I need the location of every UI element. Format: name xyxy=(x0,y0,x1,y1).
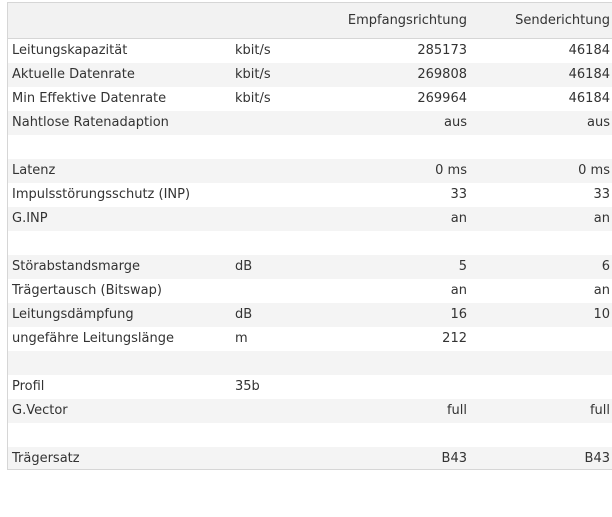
table-row xyxy=(8,159,612,183)
table-row xyxy=(8,63,612,87)
row-label: G.Vector xyxy=(12,403,68,418)
row-upstream-value: an xyxy=(593,283,610,298)
row-upstream-value: 46184 xyxy=(568,43,610,58)
header-upstream: Senderichtung xyxy=(515,13,610,28)
row-label: Störabstandsmarge xyxy=(12,259,140,274)
row-label: Impulsstörungsschutz (INP) xyxy=(12,187,191,202)
row-downstream-value: 285173 xyxy=(417,43,467,58)
row-upstream-value: full xyxy=(589,403,610,418)
row-label: Trägersatz xyxy=(12,451,80,466)
row-unit: kbit/s xyxy=(235,91,271,106)
row-label: Latenz xyxy=(12,163,56,178)
row-label: Trägertausch (Bitswap) xyxy=(12,283,162,298)
table-row xyxy=(8,231,612,255)
row-label: ungefähre Leitungslänge xyxy=(12,331,174,346)
row-unit: dB xyxy=(235,259,253,274)
row-label: G.INP xyxy=(12,211,48,226)
row-downstream-value: 5 xyxy=(458,259,467,274)
row-downstream-value: an xyxy=(450,283,467,298)
row-upstream-value: 46184 xyxy=(568,67,610,82)
table-row xyxy=(8,351,612,375)
table-header xyxy=(8,3,612,39)
table-row xyxy=(8,111,612,135)
table-row xyxy=(8,255,612,279)
row-upstream-value: an xyxy=(593,211,610,226)
table-row xyxy=(8,135,612,159)
row-unit: m xyxy=(235,331,248,346)
table-row xyxy=(8,375,612,399)
table-row xyxy=(8,183,612,207)
row-upstream-value: aus xyxy=(587,115,610,130)
row-label: Leitungskapazität xyxy=(12,43,128,58)
row-upstream-value: 33 xyxy=(593,187,610,202)
table-row xyxy=(8,279,612,303)
table-row xyxy=(8,327,612,351)
row-unit: 35b xyxy=(235,379,260,394)
row-label: Aktuelle Datenrate xyxy=(12,67,135,82)
row-unit: dB xyxy=(235,307,253,322)
row-downstream-value: 269964 xyxy=(417,91,467,106)
row-downstream-value: an xyxy=(450,211,467,226)
row-label: Nahtlose Ratenadaption xyxy=(12,115,169,130)
row-upstream-value: 6 xyxy=(601,259,610,274)
table-row xyxy=(8,303,612,327)
header-downstream: Empfangsrichtung xyxy=(347,13,467,28)
row-downstream-value: 0 ms xyxy=(435,163,467,178)
row-downstream-value: 269808 xyxy=(417,67,467,82)
row-upstream-value: B43 xyxy=(584,451,610,466)
dsl-info-table xyxy=(7,2,612,470)
table-row xyxy=(8,447,612,470)
row-downstream-value: 33 xyxy=(450,187,467,202)
table-row xyxy=(8,423,612,447)
row-label: Leitungsdämpfung xyxy=(12,307,134,322)
row-label: Min Effektive Datenrate xyxy=(12,91,167,106)
row-upstream-value: 0 ms xyxy=(578,163,610,178)
row-downstream-value: full xyxy=(446,403,467,418)
table-row xyxy=(8,399,612,423)
row-downstream-value: aus xyxy=(444,115,467,130)
row-downstream-value: B43 xyxy=(441,451,467,466)
table-body xyxy=(8,39,612,470)
row-unit: kbit/s xyxy=(235,43,271,58)
table-row xyxy=(8,39,612,63)
row-upstream-value: 46184 xyxy=(568,91,610,106)
row-label: Profil xyxy=(12,379,45,394)
table-row xyxy=(8,87,612,111)
table-row xyxy=(8,207,612,231)
row-unit: kbit/s xyxy=(235,67,271,82)
row-downstream-value: 16 xyxy=(450,307,467,322)
row-downstream-value: 212 xyxy=(442,331,467,346)
row-upstream-value: 10 xyxy=(593,307,610,322)
